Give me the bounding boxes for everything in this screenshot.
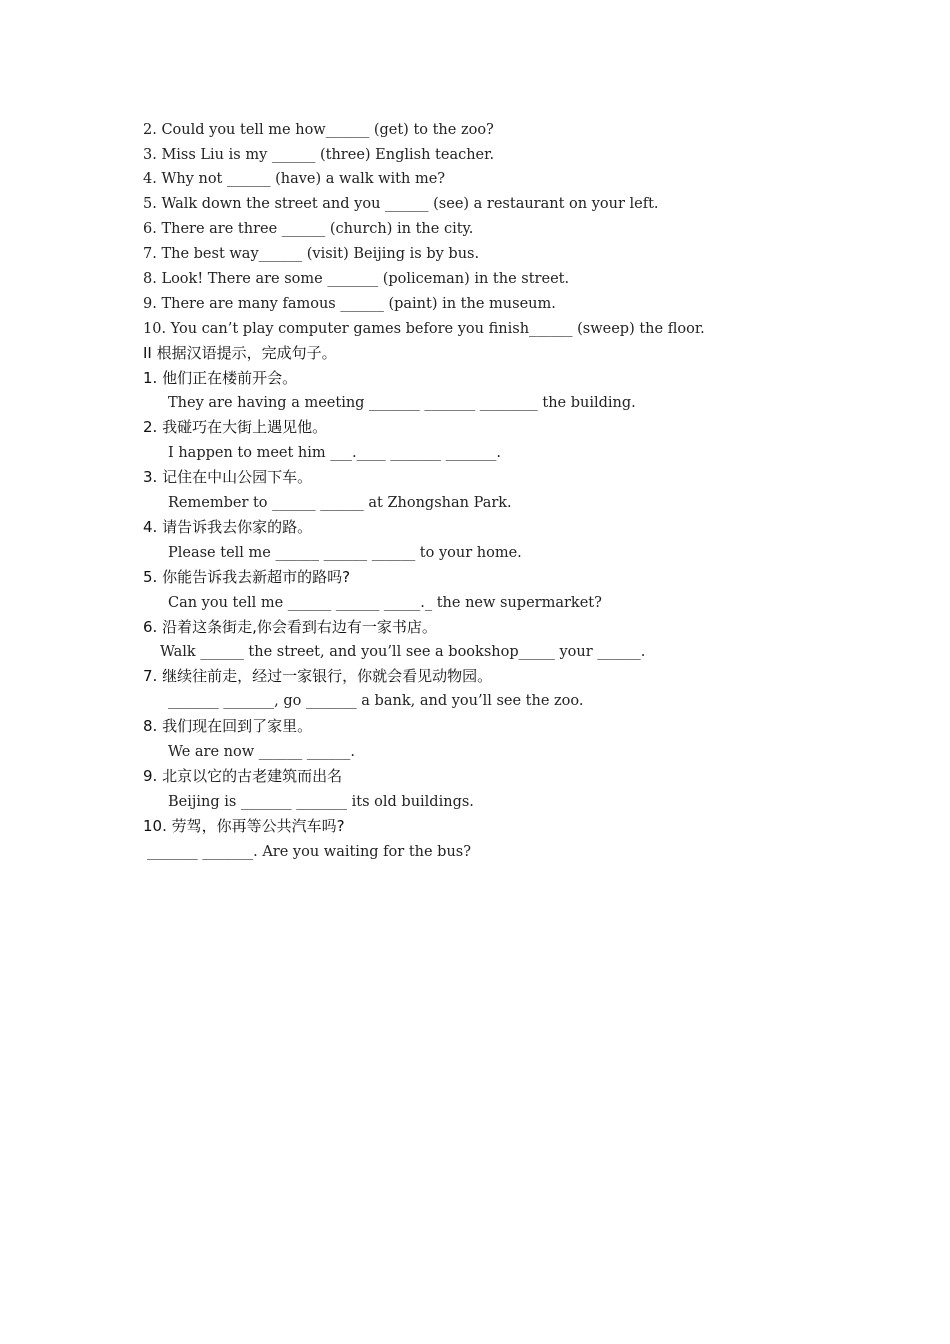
translation-answer-4: Please tell me ______ ______ ______ to your home.	[168, 545, 522, 561]
translation-prompt-3: 3. 记住在中山公园下车。	[143, 468, 313, 486]
exercise-item-2: 2. Could you tell me how______ (get) to the zoo?	[143, 122, 494, 138]
translation-answer-3: Remember to ______ ______ at Zhongshan Park.	[168, 495, 512, 511]
translation-answer-5: Can you tell me ______ ______ _____._ the new supermarket?	[168, 595, 602, 611]
exercise-item-5: 5. Walk down the street and you ______ (see) a restaurant on your left.	[143, 196, 659, 212]
translation-prompt-7: 7. 继续往前走，经过一家银行，你就会看见动物园。	[143, 667, 493, 685]
exercise-item-8: 8. Look! There are some _______ (policeman) in the street.	[143, 271, 570, 287]
exercise-item-4: 4. Why not ______ (have) a walk with me?	[143, 171, 446, 187]
translation-answer-1: They are having a meeting _______ _______ ________ the building.	[168, 395, 636, 411]
translation-answer-8: We are now ______ ______.	[168, 744, 355, 760]
translation-answer-7: _______ _______, go _______ a bank, and you’ll see the zoo.	[168, 693, 584, 709]
exercise-item-3: 3. Miss Liu is my ______ (three) English teacher.	[143, 147, 495, 163]
translation-answer-10: _______ _______. Are you waiting for the bus?	[147, 844, 472, 860]
translation-prompt-6: 6. 沿着这条街走,你会看到右边有一家书店。	[143, 618, 437, 636]
section-heading: II 根据汉语提示，完成句子。	[143, 344, 337, 362]
translation-prompt-5: 5. 你能告诉我去新超市的路吗?	[143, 568, 351, 586]
translation-prompt-4: 4. 请告诉我去你家的路。	[143, 518, 313, 536]
translation-prompt-2: 2. 我碰巧在大街上遇见他。	[143, 418, 328, 436]
translation-prompt-8: 8. 我们现在回到了家里。	[143, 717, 313, 735]
exercise-item-10: 10. You can’t play computer games before you finish______ (sweep) the floor.	[143, 321, 705, 337]
translation-answer-2: I happen to meet him ___.____ _______ _______.	[168, 445, 501, 461]
exercise-item-9: 9. There are many famous ______ (paint) in the museum.	[143, 296, 556, 312]
translation-prompt-1: 1. 他们正在楼前开会。	[143, 369, 298, 387]
exercise-item-6: 6. There are three ______ (church) in the city.	[143, 221, 474, 237]
translation-prompt-9: 9. 北京以它的古老建筑而出名	[143, 767, 343, 785]
exercise-item-7: 7. The best way______ (visit) Beijing is by bus.	[143, 246, 480, 262]
translation-answer-9: Beijing is _______ _______ its old buildings.	[168, 794, 474, 810]
translation-prompt-10: 10. 劳驾，你再等公共汽车吗?	[143, 817, 345, 835]
translation-answer-6: Walk ______ the street, and you’ll see a bookshop_____ your ______.	[160, 644, 646, 660]
